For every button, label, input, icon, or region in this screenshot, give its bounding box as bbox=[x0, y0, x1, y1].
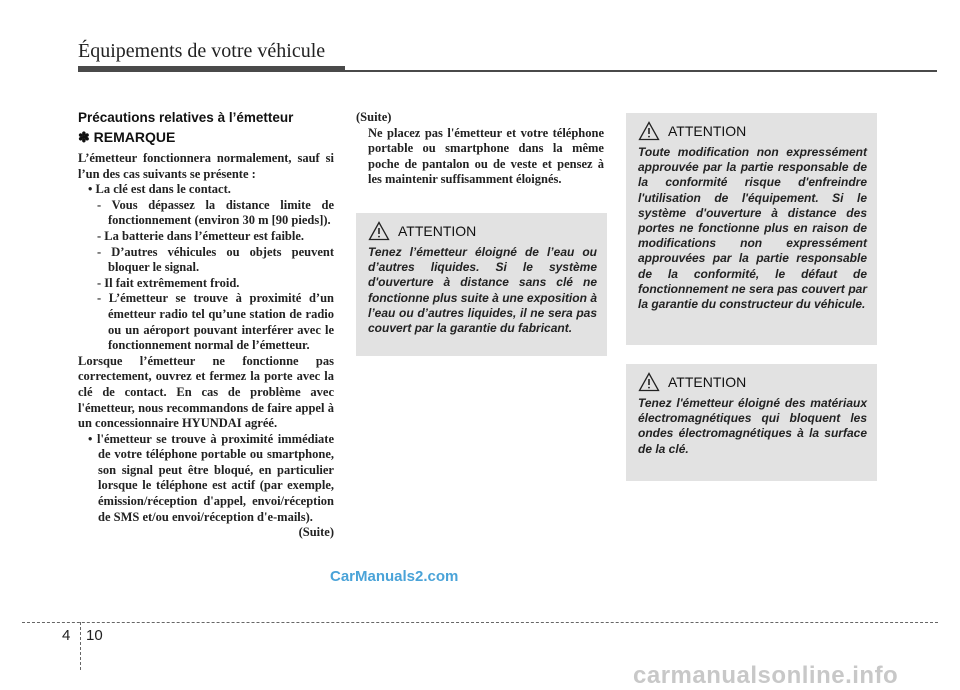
section-number: 4 bbox=[62, 627, 71, 644]
continued-label: (Suite) bbox=[298, 525, 334, 540]
paragraph: Lorsque l’émetteur ne fonctionne pas correctement, ouvrez et fermez la porte avec la clé de contact. En cas de problème avec l'émetteur, nous recommandons de faire appel à un concessionnaire HYUNDAI agréé. bbox=[78, 353, 334, 431]
warning-triangle-icon bbox=[638, 121, 660, 141]
sub-item: - La batterie dans l’émetteur est faible. bbox=[97, 228, 305, 243]
bullet-item: • l'émetteur se trouve à proximité immédiate de votre téléphone portable ou smartphone, son signal peut être bloqué, en particulier lorsque le téléphone est actif (par exemple, émission/réception d'appel, envoi/réception de SMS et/ou envoi/réception d'e-mails). bbox=[88, 431, 334, 524]
footer-divider bbox=[80, 622, 81, 670]
middle-column bbox=[356, 110, 604, 188]
warning-triangle-icon bbox=[638, 372, 660, 392]
page-header-title: Équipements de votre véhicule bbox=[78, 40, 326, 62]
attention-text: Tenez l'émetteur éloigné des matériaux électromagnétiques qui bloquent les ondes électromagnétiques à la surface de la clé. bbox=[638, 396, 867, 456]
sub-item: - L’émetteur se trouve à proximité d’un émetteur radio tel qu’une station de radio ou un aéroport pouvant interférer avec le fonctionnement normal de l’émetteur. bbox=[97, 291, 334, 353]
left-column bbox=[78, 110, 334, 541]
attention-title: ATTENTION bbox=[398, 223, 477, 239]
attention-text: Toute modification non expressément approuvée par la partie responsable de la conformité risque d'enfreindre l'utilisation de l'équipement. Si le système d'ouverture à distance des portes ne fonctionne plus en raison de modifications non expressément approuvées par la partie responsable de la conformité, le défaut de fonctionnement ne sera pas couvert par la garantie du constructeur du véhicule. bbox=[638, 145, 867, 312]
sub-item: - Il fait extrêmement froid. bbox=[97, 275, 240, 290]
paragraph: Ne placez pas l'émetteur et votre téléphone portable ou smartphone dans la même poche de pantalon ou de veste et pensez à les maintenir suffisamment éloignés. bbox=[368, 125, 604, 187]
warning-triangle-icon bbox=[368, 221, 390, 241]
sub-item: - D’autres véhicules ou objets peuvent bloquer le signal. bbox=[97, 244, 334, 275]
footer-rule bbox=[22, 622, 938, 623]
attention-title: ATTENTION bbox=[668, 374, 747, 390]
watermark-carmanuals: CarManuals2.com bbox=[330, 568, 459, 585]
remark-body bbox=[78, 151, 334, 541]
bullet-item: • La clé est dans le contact. bbox=[88, 182, 231, 197]
page-number: 10 bbox=[86, 627, 103, 644]
attention-box-electromagnetic bbox=[626, 364, 877, 481]
attention-title: ATTENTION bbox=[668, 123, 747, 139]
continued-label: (Suite) bbox=[356, 110, 392, 124]
header-bar bbox=[78, 66, 345, 72]
remark-heading: ✽ REMARQUE bbox=[78, 129, 176, 145]
header-rule bbox=[345, 70, 937, 72]
attention-box-water bbox=[356, 213, 607, 356]
attention-text: Tenez l’émetteur éloigné de l’eau ou d’autres liquides. Si le système d'ouverture à distance sans clé ne fonctionne plus suite à une exposition à l’eau ou d’autres liquides, il ne sera pas couvert par la garantie du fabricant. bbox=[368, 245, 597, 336]
section-heading: Précautions relatives à l’émetteur bbox=[78, 110, 294, 125]
watermark-carmanualsonline: carmanualsonline.info bbox=[633, 662, 899, 689]
intro-text: L’émetteur fonctionnera normalement, sauf si l’un des cas suivants se présente : bbox=[78, 151, 334, 181]
sub-item: - Vous dépassez la distance limite de fonctionnement (environ 30 m [90 pieds]). bbox=[97, 197, 334, 228]
attention-box-modification bbox=[626, 113, 877, 345]
